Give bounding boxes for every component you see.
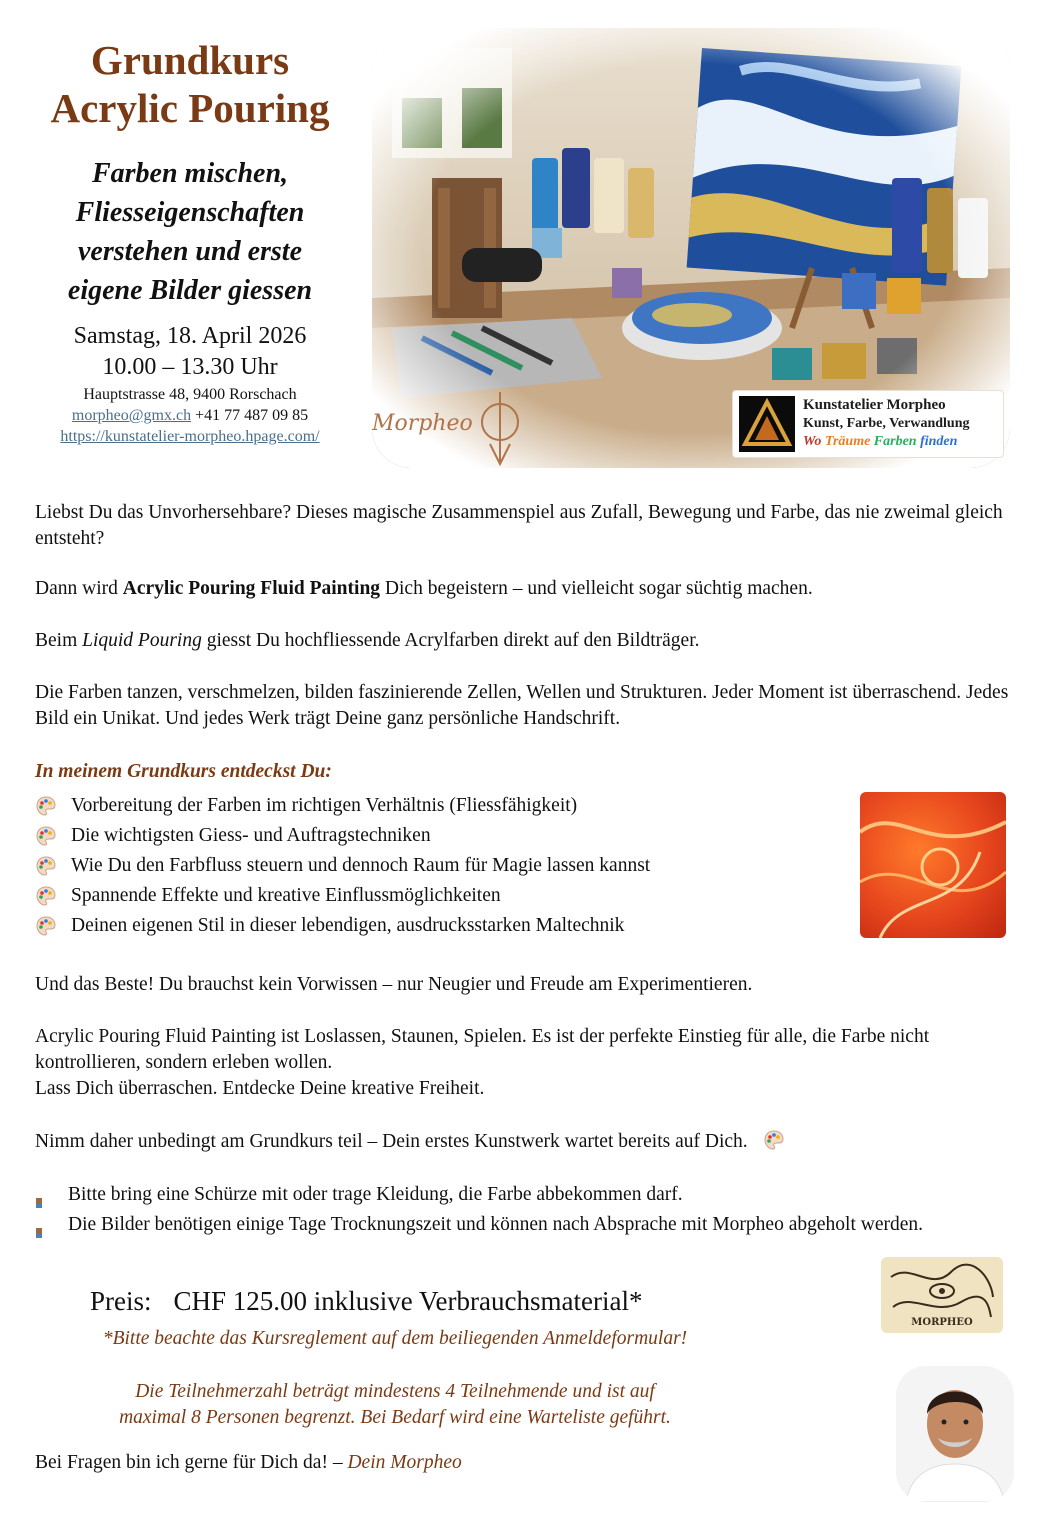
list-item: Bitte bring eine Schürze mit oder trage Kleidung, die Farbe abbekommen darf. [35,1182,1020,1208]
address: Hauptstrasse 48, 9400 Rorschach [83,386,297,403]
body-paragraph-7: Lass Dich überraschen. Entdecke Deine kreative Freiheit. [35,1078,485,1099]
contact-block [20,384,360,447]
body-paragraph-5: Und das Beste! Du brauchst kein Vorwissen – nur Neugier und Freude am Experimentieren. [35,974,753,995]
list-item: Die wichtigsten Giess- und Auftragstechniken [35,821,835,851]
price-value: CHF 125.00 inklusive Verbrauchsmaterial* [173,1286,643,1316]
intro-paragraph-3: Beim Liquid Pouring giesst Du hochfliessende Acrylfarben direkt auf den Bildträger. [35,630,700,651]
list-item: Spannende Effekte und kreative Einflussmöglichkeiten [35,881,835,911]
subtitle-line: Farben mischen, [91,158,289,189]
event-datetime [20,321,360,383]
brush-bullet-icon [35,1190,43,1200]
closing-line: Bei Fragen bin ich gerne für Dich da! – Dein Morpheo [35,1452,462,1473]
brand-logo-icon [739,396,795,452]
notes-list [35,1182,1020,1242]
palette-icon [35,885,57,907]
seal-text: MORPHEO [911,1317,973,1328]
brand-tagline: Kunst, Farbe, Verwandlung [803,416,970,431]
intro-paragraph-1: Liebst Du das Unvorhersehbare? Dieses magische Zusammenspiel aus Zufall, Bewegung und Farbe, das nie zweimal gleich entsteht? [35,502,1003,549]
subtitle-line: verstehen und erste [78,236,302,267]
subtitle-line: eigene Bilder giessen [67,275,313,306]
palette-icon [35,855,57,877]
body-paragraph-6: Acrylic Pouring Fluid Painting ist Loslassen, Staunen, Spielen. Es ist der perfekte Einstieg für alle, die Farbe nicht kontrollieren, sondern erleben wollen. [35,1026,930,1073]
morpheo-seal-image [881,1257,1003,1333]
list-item: Die Bilder benötigen einige Tage Trocknungszeit und können nach Absprache mit Morpheo abgeholt werden. [35,1212,1020,1238]
subtitle-line: Fliesseigenschaften [75,197,305,228]
price-hint: *Bitte beachte das Kursreglement auf dem beiliegenden Anmeldeformular! [102,1328,688,1349]
brand-badge [732,390,1004,458]
email-link[interactable]: morpheo@gmx.ch [71,407,192,424]
event-date: Samstag, 18. April 2026 [73,323,307,349]
closing-signature: Dein Morpheo [347,1452,462,1473]
intro-paragraph-4: Die Farben tanzen, verschmelzen, bilden faszinierende Zellen, Wellen und Strukturen. Jeder Moment ist überraschend. Jedes Bild ein Unikat. Und jedes Werk trägt Deine ganz persönliche Handschrift. [35,682,1009,729]
list-item: Deinen eigenen Stil in dieser lebendigen, ausdrucksstarken Maltechnik [35,911,835,941]
event-time: 10.00 – 13.30 Uhr [102,354,278,380]
palette-icon [35,795,57,817]
portrait-photo [896,1366,1014,1502]
contact-line [20,405,360,426]
intro-paragraph-2: Dann wird Acrylic Pouring Fluid Painting Dich begeistern – und vielleicht sogar süchtig machen. [35,578,813,599]
fluid-art-image [860,792,1006,938]
body-paragraph-8: Nimm daher unbedingt am Grundkurs teil – Dein erstes Kunstwerk wartet bereits auf Dich. [35,1129,1020,1155]
palette-icon [35,825,57,847]
page-title [20,36,360,132]
phone: +41 77 487 09 85 [195,407,309,424]
price-label: Preis: [90,1286,152,1316]
price-line [90,1284,642,1318]
list-item: Wie Du den Farbfluss steuern und dennoch Raum für Magie lassen kannst [35,851,835,881]
signature-text: Morpheo [372,411,473,436]
palette-icon [35,915,57,937]
participant-limit: Die Teilnehmerzahl beträgt mindestens 4 Teilnehmende und ist auf maximal 8 Personen begrenzt. Bei Bedarf wird eine Warteliste geführt. [119,1381,671,1428]
subtitle [20,154,360,310]
brush-bullet-icon [35,1220,43,1230]
palette-icon [763,1129,785,1151]
list-item: Vorbereitung der Farben im richtigen Verhältnis (Fliessfähigkeit) [35,791,835,821]
website-link[interactable]: https://kunstatelier-morpheo.hpage.com/ [60,428,320,445]
morpheo-signature-logo [372,372,532,468]
title-line-2: Acrylic Pouring [50,85,330,131]
course-heading: In meinem Grundkurs entdeckst Du: [35,761,332,782]
title-line-1: Grundkurs [90,37,290,83]
brand-slogan: Wo Träume Farben finden [803,434,958,449]
course-list [35,791,835,941]
brand-name: Kunstatelier Morpheo [803,397,946,413]
